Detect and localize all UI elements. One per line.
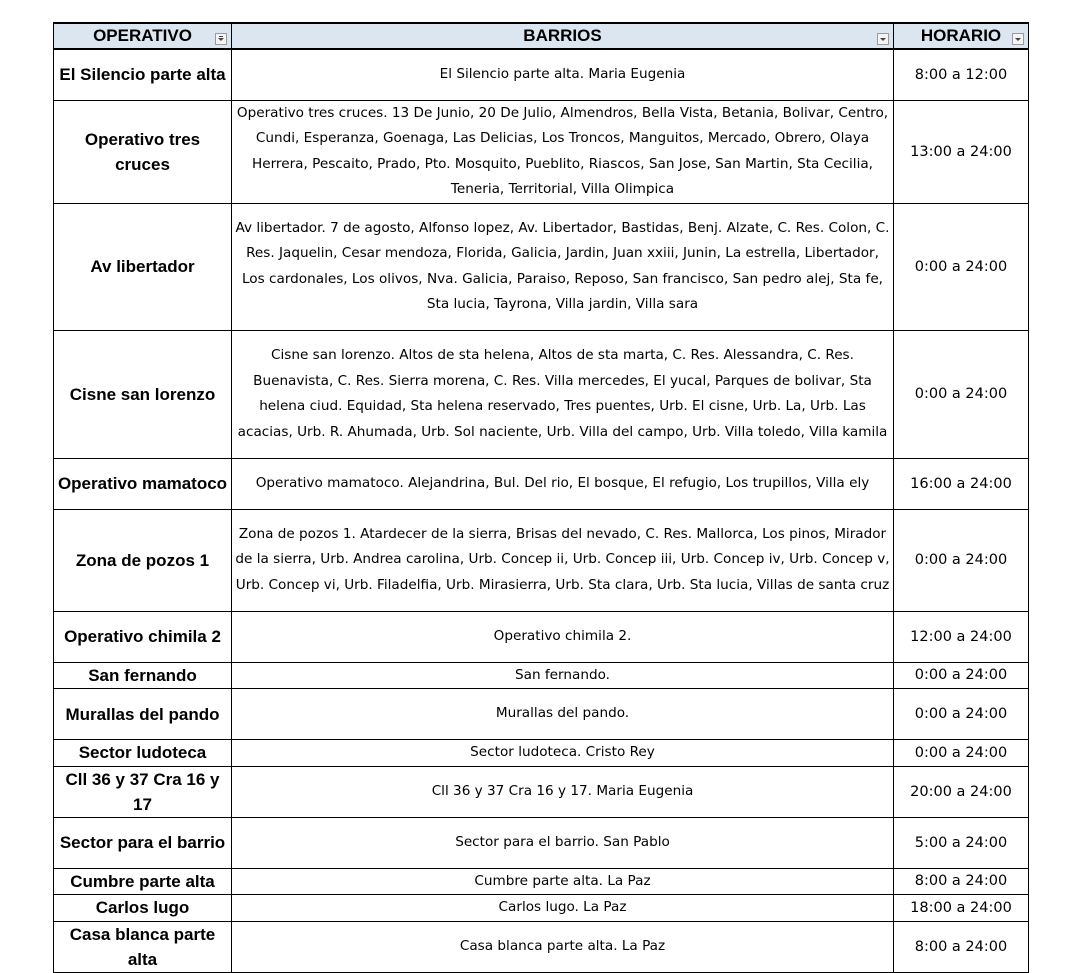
table-row: [54, 895, 1029, 922]
barrios-cell[interactable]: Murallas del pando.: [232, 689, 894, 740]
table-row: [54, 689, 1029, 740]
operativo-cell[interactable]: Operativo mamatoco: [54, 458, 232, 509]
barrios-cell[interactable]: Operativo mamatoco. Alejandrina, Bul. Del rio, El bosque, El refugio, Los trupillos, Villa ely: [232, 458, 894, 509]
table-row: [54, 100, 1029, 203]
header-barrios: [232, 23, 894, 49]
table-row: [54, 203, 1029, 330]
horario-cell[interactable]: 0:00 a 24:00: [894, 203, 1029, 330]
barrios-cell[interactable]: Operativo tres cruces. 13 De Junio, 20 De Julio, Almendros, Bella Vista, Betania, Bolivar, Centro, Cundi, Esperanza, Goenaga, Las Delicias, Los Troncos, Manguitos, Mercado, Obrero, Olaya Herrera, Pescaito, Prado, Pto. Mosquito, Pueblito, Riascos, San Jose, San Martin, Sta Cecilia, Teneria, Territorial, Villa Olimpica: [232, 100, 894, 203]
schedule-table: [53, 22, 1029, 973]
table-row: [54, 458, 1029, 509]
horario-cell[interactable]: 0:00 a 24:00: [894, 689, 1029, 740]
header-horario-label: HORARIO: [920, 26, 1002, 45]
barrios-cell[interactable]: Operativo chimila 2.: [232, 611, 894, 662]
horario-cell[interactable]: 8:00 a 24:00: [894, 868, 1029, 895]
horario-cell[interactable]: 13:00 a 24:00: [894, 100, 1029, 203]
operativo-cell[interactable]: Cll 36 y 37 Cra 16 y 17: [54, 766, 232, 817]
barrios-cell[interactable]: Casa blanca parte alta. La Paz: [232, 921, 894, 972]
table-row: [54, 662, 1029, 689]
operativo-cell[interactable]: Cisne san lorenzo: [54, 330, 232, 458]
dropdown-arrow-icon[interactable]: [1012, 33, 1024, 45]
barrios-cell[interactable]: Cumbre parte alta. La Paz: [232, 868, 894, 895]
barrios-cell[interactable]: Cll 36 y 37 Cra 16 y 17. Maria Eugenia: [232, 766, 894, 817]
header-horario: [894, 23, 1029, 49]
operativo-cell[interactable]: Operativo chimila 2: [54, 611, 232, 662]
horario-cell[interactable]: 5:00 a 24:00: [894, 817, 1029, 868]
table-row: [54, 766, 1029, 817]
table-row: [54, 49, 1029, 100]
horario-cell[interactable]: 18:00 a 24:00: [894, 895, 1029, 922]
horario-cell[interactable]: 0:00 a 24:00: [894, 740, 1029, 767]
operativo-cell[interactable]: Murallas del pando: [54, 689, 232, 740]
barrios-cell[interactable]: El Silencio parte alta. Maria Eugenia: [232, 49, 894, 100]
table-row: [54, 611, 1029, 662]
operativo-cell[interactable]: Casa blanca parte alta: [54, 921, 232, 972]
barrios-cell[interactable]: Sector para el barrio. San Pablo: [232, 817, 894, 868]
barrios-cell[interactable]: San fernando.: [232, 662, 894, 689]
horario-cell[interactable]: 8:00 a 12:00: [894, 49, 1029, 100]
horario-cell[interactable]: 0:00 a 24:00: [894, 509, 1029, 611]
horario-cell[interactable]: 8:00 a 24:00: [894, 921, 1029, 972]
operativo-cell[interactable]: Zona de pozos 1: [54, 509, 232, 611]
operativo-cell[interactable]: Carlos lugo: [54, 895, 232, 922]
barrios-cell[interactable]: Carlos lugo. La Paz: [232, 895, 894, 922]
operativo-cell[interactable]: Sector para el barrio: [54, 817, 232, 868]
horario-cell[interactable]: 12:00 a 24:00: [894, 611, 1029, 662]
table-row: [54, 921, 1029, 972]
operativo-cell[interactable]: Operativo tres cruces: [54, 100, 232, 203]
table-row: [54, 740, 1029, 767]
barrios-cell[interactable]: Cisne san lorenzo. Altos de sta helena, Altos de sta marta, C. Res. Alessandra, C. Res. Buenavista, C. Res. Sierra morena, C. Res. Villa mercedes, El yucal, Parques de bolivar, Sta helena ciud. Equidad, Sta helena reservado, Tres puentes, Urb. El cisne, Urb. La, Urb. Las acacias, Urb. R. Ahumada, Urb. Sol naciente, Urb. Villa del campo, Urb. Villa toledo, Villa kamila: [232, 330, 894, 458]
operativo-cell[interactable]: Cumbre parte alta: [54, 868, 232, 895]
table-row: [54, 330, 1029, 458]
operativo-cell[interactable]: Av libertador: [54, 203, 232, 330]
table-row: [54, 509, 1029, 611]
header-row: [54, 23, 1029, 49]
barrios-cell[interactable]: Av libertador. 7 de agosto, Alfonso lopez, Av. Libertador, Bastidas, Benj. Alzate, C. Res. Colon, C. Res. Jaquelin, Cesar mendoza, Florida, Galicia, Jardin, Juan xxiii, Junin, La estrella, Libertador, Los cardonales, Los olivos, Nva. Galicia, Paraiso, Reposo, San francisco, San pedro alej, Sta fe, Sta lucia, Tayrona, Villa jardin, Villa sara: [232, 203, 894, 330]
schedule-table-wrapper: [53, 22, 1029, 973]
barrios-cell[interactable]: Zona de pozos 1. Atardecer de la sierra, Brisas del nevado, C. Res. Mallorca, Los pinos, Mirador de la sierra, Urb. Andrea carolina, Urb. Concep ii, Urb. Concep iii, Urb. Concep iv, Urb. Concep v, Urb. Concep vi, Urb. Filadelfia, Urb. Mirasierra, Urb. Sta clara, Urb. Sta lucia, Villas de santa cruz: [232, 509, 894, 611]
header-barrios-label: BARRIOS: [523, 26, 602, 45]
dropdown-arrow-icon[interactable]: [877, 33, 889, 45]
horario-cell[interactable]: 0:00 a 24:00: [894, 662, 1029, 689]
table-row: [54, 817, 1029, 868]
operativo-cell[interactable]: Sector ludoteca: [54, 740, 232, 767]
horario-cell[interactable]: 0:00 a 24:00: [894, 330, 1029, 458]
header-operativo: [54, 23, 232, 49]
horario-cell[interactable]: 16:00 a 24:00: [894, 458, 1029, 509]
table-row: [54, 868, 1029, 895]
operativo-cell[interactable]: El Silencio parte alta: [54, 49, 232, 100]
header-operativo-label: OPERATIVO: [93, 26, 192, 45]
filter-active-icon[interactable]: [215, 33, 227, 45]
barrios-cell[interactable]: Sector ludoteca. Cristo Rey: [232, 740, 894, 767]
horario-cell[interactable]: 20:00 a 24:00: [894, 766, 1029, 817]
operativo-cell[interactable]: San fernando: [54, 662, 232, 689]
